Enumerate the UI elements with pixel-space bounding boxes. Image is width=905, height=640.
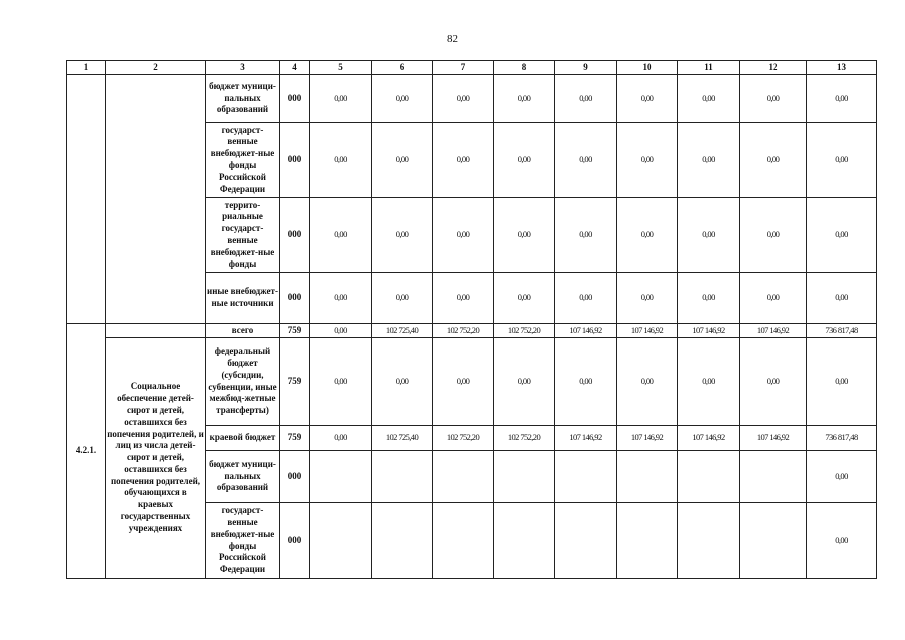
value-cell: [555, 451, 617, 503]
value-cell: 107 146,92: [617, 426, 678, 451]
value-cell: 102 725,40: [372, 324, 433, 338]
value-cell: 102 725,40: [372, 426, 433, 451]
value-cell: 0,00: [310, 123, 372, 198]
value-cell: 102 752,20: [494, 426, 555, 451]
column-header: 11: [678, 61, 740, 75]
value-cell: [678, 503, 740, 579]
measure-name-cell: Социальное обеспечение детей-сирот и детей, оставшихся без попечения родителей, и лиц из числа детей-сирот и детей, оставшихся без попечения родителей, обучающихся в краевых государственных учреждениях: [106, 338, 206, 579]
value-cell: [617, 503, 678, 579]
value-cell: 736 817,48: [807, 324, 877, 338]
column-header: 8: [494, 61, 555, 75]
column-header: 5: [310, 61, 372, 75]
value-cell: [740, 503, 807, 579]
value-cell: [433, 451, 494, 503]
value-cell: 0,00: [740, 338, 807, 426]
value-cell: 0,00: [433, 338, 494, 426]
value-cell: [494, 451, 555, 503]
funding-source-cell: государст-венные внебюджет-ные фонды Российской Федерации: [206, 503, 280, 579]
value-cell: [310, 451, 372, 503]
value-cell: 107 146,92: [740, 426, 807, 451]
value-cell: 0,00: [807, 75, 877, 123]
value-cell: 0,00: [372, 273, 433, 324]
value-cell: [678, 451, 740, 503]
value-cell: 0,00: [617, 123, 678, 198]
value-cell: 0,00: [807, 198, 877, 273]
value-cell: 0,00: [372, 75, 433, 123]
value-cell: 0,00: [678, 198, 740, 273]
value-cell: 0,00: [617, 75, 678, 123]
value-cell: 0,00: [740, 75, 807, 123]
code-cell: 000: [280, 451, 310, 503]
funding-source-cell: государст-венные внебюджет-ные фонды Российской Федерации: [206, 123, 280, 198]
value-cell: 0,00: [494, 75, 555, 123]
value-cell: 0,00: [555, 75, 617, 123]
value-cell: 0,00: [617, 198, 678, 273]
value-cell: 0,00: [678, 123, 740, 198]
column-header: 13: [807, 61, 877, 75]
table-row: [67, 324, 877, 338]
value-cell: 0,00: [310, 324, 372, 338]
value-cell: 0,00: [678, 338, 740, 426]
value-cell: [372, 451, 433, 503]
code-cell: 000: [280, 75, 310, 123]
value-cell: 107 146,92: [555, 426, 617, 451]
column-header: 10: [617, 61, 678, 75]
value-cell: 0,00: [740, 273, 807, 324]
funding-source-cell: бюджет муници-пальных образований: [206, 75, 280, 123]
column-header: 12: [740, 61, 807, 75]
value-cell: 102 752,20: [494, 324, 555, 338]
value-cell: 0,00: [807, 273, 877, 324]
name-cell-top: [106, 324, 206, 338]
value-cell: [310, 503, 372, 579]
column-header: 3: [206, 61, 280, 75]
funding-source-cell: иные внебюджет-ные источники: [206, 273, 280, 324]
value-cell: [555, 503, 617, 579]
page-number: 82: [447, 33, 458, 45]
column-header: 1: [67, 61, 106, 75]
value-cell: 0,00: [310, 75, 372, 123]
funding-source-cell: террито-риальные государст-венные внебюджет-ные фонды: [206, 198, 280, 273]
value-cell: 0,00: [310, 426, 372, 451]
code-cell: 759: [280, 338, 310, 426]
value-cell: [740, 451, 807, 503]
value-cell: 0,00: [555, 123, 617, 198]
value-cell: 0,00: [807, 503, 877, 579]
value-cell: 0,00: [555, 273, 617, 324]
value-cell: 0,00: [372, 198, 433, 273]
column-header: 6: [372, 61, 433, 75]
value-cell: 0,00: [494, 338, 555, 426]
value-cell: 0,00: [433, 123, 494, 198]
value-cell: 0,00: [433, 273, 494, 324]
item-index-cell: 4.2.1.: [67, 324, 106, 579]
funding-source-cell: всего: [206, 324, 280, 338]
value-cell: 0,00: [494, 123, 555, 198]
funding-source-cell: федеральный бюджет (субсидии, субвенции, иные межбюд-жетные трансферты): [206, 338, 280, 426]
value-cell: 0,00: [310, 338, 372, 426]
code-cell: 000: [280, 123, 310, 198]
code-cell: 759: [280, 426, 310, 451]
column-header: 2: [106, 61, 206, 75]
column-header: 7: [433, 61, 494, 75]
value-cell: [617, 451, 678, 503]
value-cell: 0,00: [678, 273, 740, 324]
value-cell: 0,00: [433, 198, 494, 273]
value-cell: [433, 503, 494, 579]
value-cell: 0,00: [555, 338, 617, 426]
value-cell: 0,00: [310, 273, 372, 324]
funding-source-cell: краевой бюджет: [206, 426, 280, 451]
column-header: 4: [280, 61, 310, 75]
value-cell: 102 752,20: [433, 426, 494, 451]
value-cell: 0,00: [740, 198, 807, 273]
value-cell: 0,00: [494, 273, 555, 324]
code-cell: 759: [280, 324, 310, 338]
value-cell: 0,00: [678, 75, 740, 123]
value-cell: 0,00: [807, 338, 877, 426]
value-cell: 0,00: [372, 123, 433, 198]
value-cell: 107 146,92: [740, 324, 807, 338]
value-cell: 736 817,48: [807, 426, 877, 451]
value-cell: 107 146,92: [617, 324, 678, 338]
value-cell: 107 146,92: [678, 426, 740, 451]
value-cell: 107 146,92: [555, 324, 617, 338]
value-cell: 0,00: [372, 338, 433, 426]
value-cell: 0,00: [807, 451, 877, 503]
value-cell: 0,00: [807, 123, 877, 198]
budget-table: [66, 60, 877, 579]
code-cell: 000: [280, 503, 310, 579]
value-cell: [494, 503, 555, 579]
index-cell: [67, 75, 106, 324]
value-cell: 0,00: [740, 123, 807, 198]
value-cell: 0,00: [617, 338, 678, 426]
table-row: [67, 338, 877, 426]
value-cell: 0,00: [617, 273, 678, 324]
value-cell: 0,00: [494, 198, 555, 273]
value-cell: 102 752,20: [433, 324, 494, 338]
funding-source-cell: бюджет муници-пальных образований: [206, 451, 280, 503]
code-cell: 000: [280, 198, 310, 273]
column-number-header-row: [67, 61, 877, 75]
value-cell: 107 146,92: [678, 324, 740, 338]
table-row: [67, 75, 877, 123]
name-cell: [106, 75, 206, 324]
value-cell: 0,00: [555, 198, 617, 273]
value-cell: 0,00: [310, 198, 372, 273]
column-header: 9: [555, 61, 617, 75]
code-cell: 000: [280, 273, 310, 324]
value-cell: 0,00: [433, 75, 494, 123]
value-cell: [372, 503, 433, 579]
